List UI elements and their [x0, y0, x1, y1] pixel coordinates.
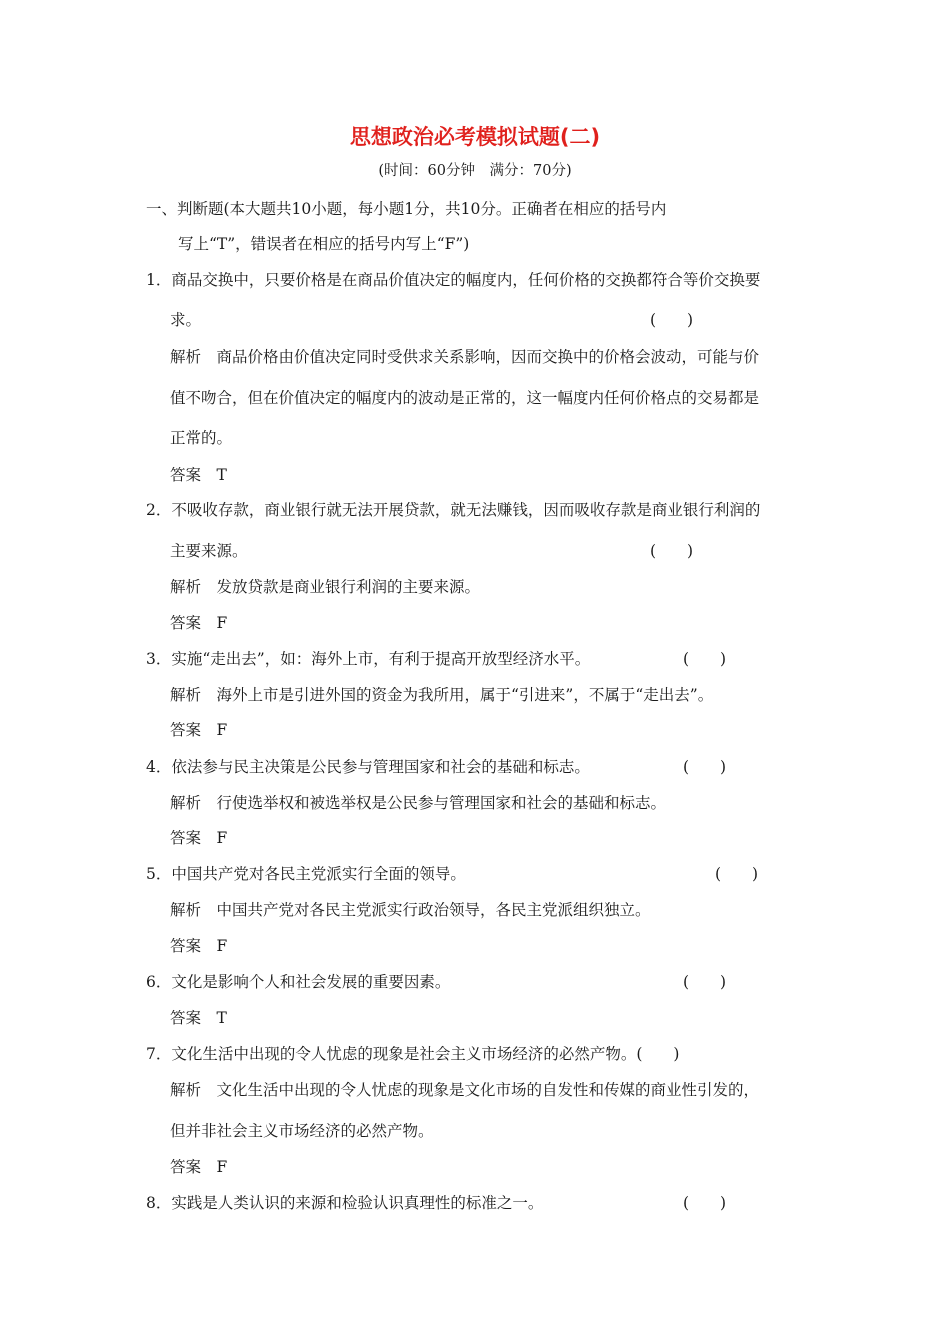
question-3-stem: 3．实施“走出去”，如：海外上市，有利于提高开放型经济水平。	[146, 650, 591, 668]
question-2-stem: 2．不吸收存款，商业银行就无法开展贷款，就无法赚钱，因而吸收存款是商业银行利润的	[146, 501, 761, 519]
question-2-stem-continued: 主要来源。	[170, 542, 248, 560]
question-2-answer: 答案 F	[170, 614, 228, 632]
question-4-answer-blank: ( )	[683, 758, 727, 776]
question-7-stem: 7．文化生活中出现的令人忧虑的现象是社会主义市场经济的必然产物。( )	[146, 1045, 680, 1063]
question-3-answer-blank: ( )	[683, 650, 727, 668]
question-1-stem-continued: 求。	[170, 311, 202, 329]
question-5-stem: 5．中国共产党对各民主党派实行全面的领导。	[146, 865, 466, 883]
section-heading-continued: 写上“T”，错误者在相应的括号内写上“F”)	[178, 235, 470, 253]
question-6-stem: 6．文化是影响个人和社会发展的重要因素。	[146, 973, 451, 991]
question-1-analysis-line3: 正常的。	[170, 429, 233, 447]
question-4-analysis: 解析 行使选举权和被选举权是公民参与管理国家和社会的基础和标志。	[170, 794, 667, 812]
question-1-stem: 1．商品交换中，只要价格是在商品价值决定的幅度内，任何价格的交换都符合等价交换要	[146, 271, 761, 289]
question-3-answer: 答案 F	[170, 721, 228, 739]
question-1-analysis-line2: 值不吻合，但在价值决定的幅度内的波动是正常的，这一幅度内任何价格点的交易都是	[170, 389, 760, 407]
question-7-analysis-line2: 但并非社会主义市场经济的必然产物。	[170, 1122, 434, 1140]
page-title: 思想政治必考模拟试题(二)	[349, 125, 601, 149]
question-1-answer-blank: ( )	[650, 311, 694, 329]
question-6-answer-blank: ( )	[683, 973, 727, 991]
question-1-answer: 答案 T	[170, 466, 227, 484]
question-8-stem: 8．实践是人类认识的来源和检验认识真理性的标准之一。	[146, 1194, 544, 1212]
question-4-stem: 4．依法参与民主决策是公民参与管理国家和社会的基础和标志。	[146, 758, 590, 776]
question-6-answer: 答案 T	[170, 1009, 227, 1027]
question-1-analysis: 解析 商品价格由价值决定同时受供求关系影响，因而交换中的价格会波动，可能与价	[170, 348, 760, 366]
question-5-answer: 答案 F	[170, 937, 228, 955]
question-7-answer: 答案 F	[170, 1158, 228, 1176]
question-3-analysis: 解析 海外上市是引进外国的资金为我所用，属于“引进来”，不属于“走出去”。	[170, 686, 714, 704]
question-5-answer-blank: ( )	[715, 865, 759, 883]
question-8-answer-blank: ( )	[683, 1194, 727, 1212]
question-2-answer-blank: ( )	[650, 542, 694, 560]
question-5-analysis: 解析 中国共产党对各民主党派实行政治领导，各民主党派组织独立。	[170, 901, 651, 919]
question-4-answer: 答案 F	[170, 829, 228, 847]
exam-time-score: (时间：60分钟 满分：70分)	[378, 163, 572, 179]
section-heading: 一、判断题(本大题共10小题，每小题1分，共10分。正确者在相应的括号内	[146, 200, 667, 218]
question-7-analysis: 解析 文化生活中出现的令人忧虑的现象是文化市场的自发性和传媒的商业性引发的，	[170, 1081, 760, 1099]
question-2-analysis: 解析 发放贷款是商业银行利润的主要来源。	[170, 578, 481, 596]
